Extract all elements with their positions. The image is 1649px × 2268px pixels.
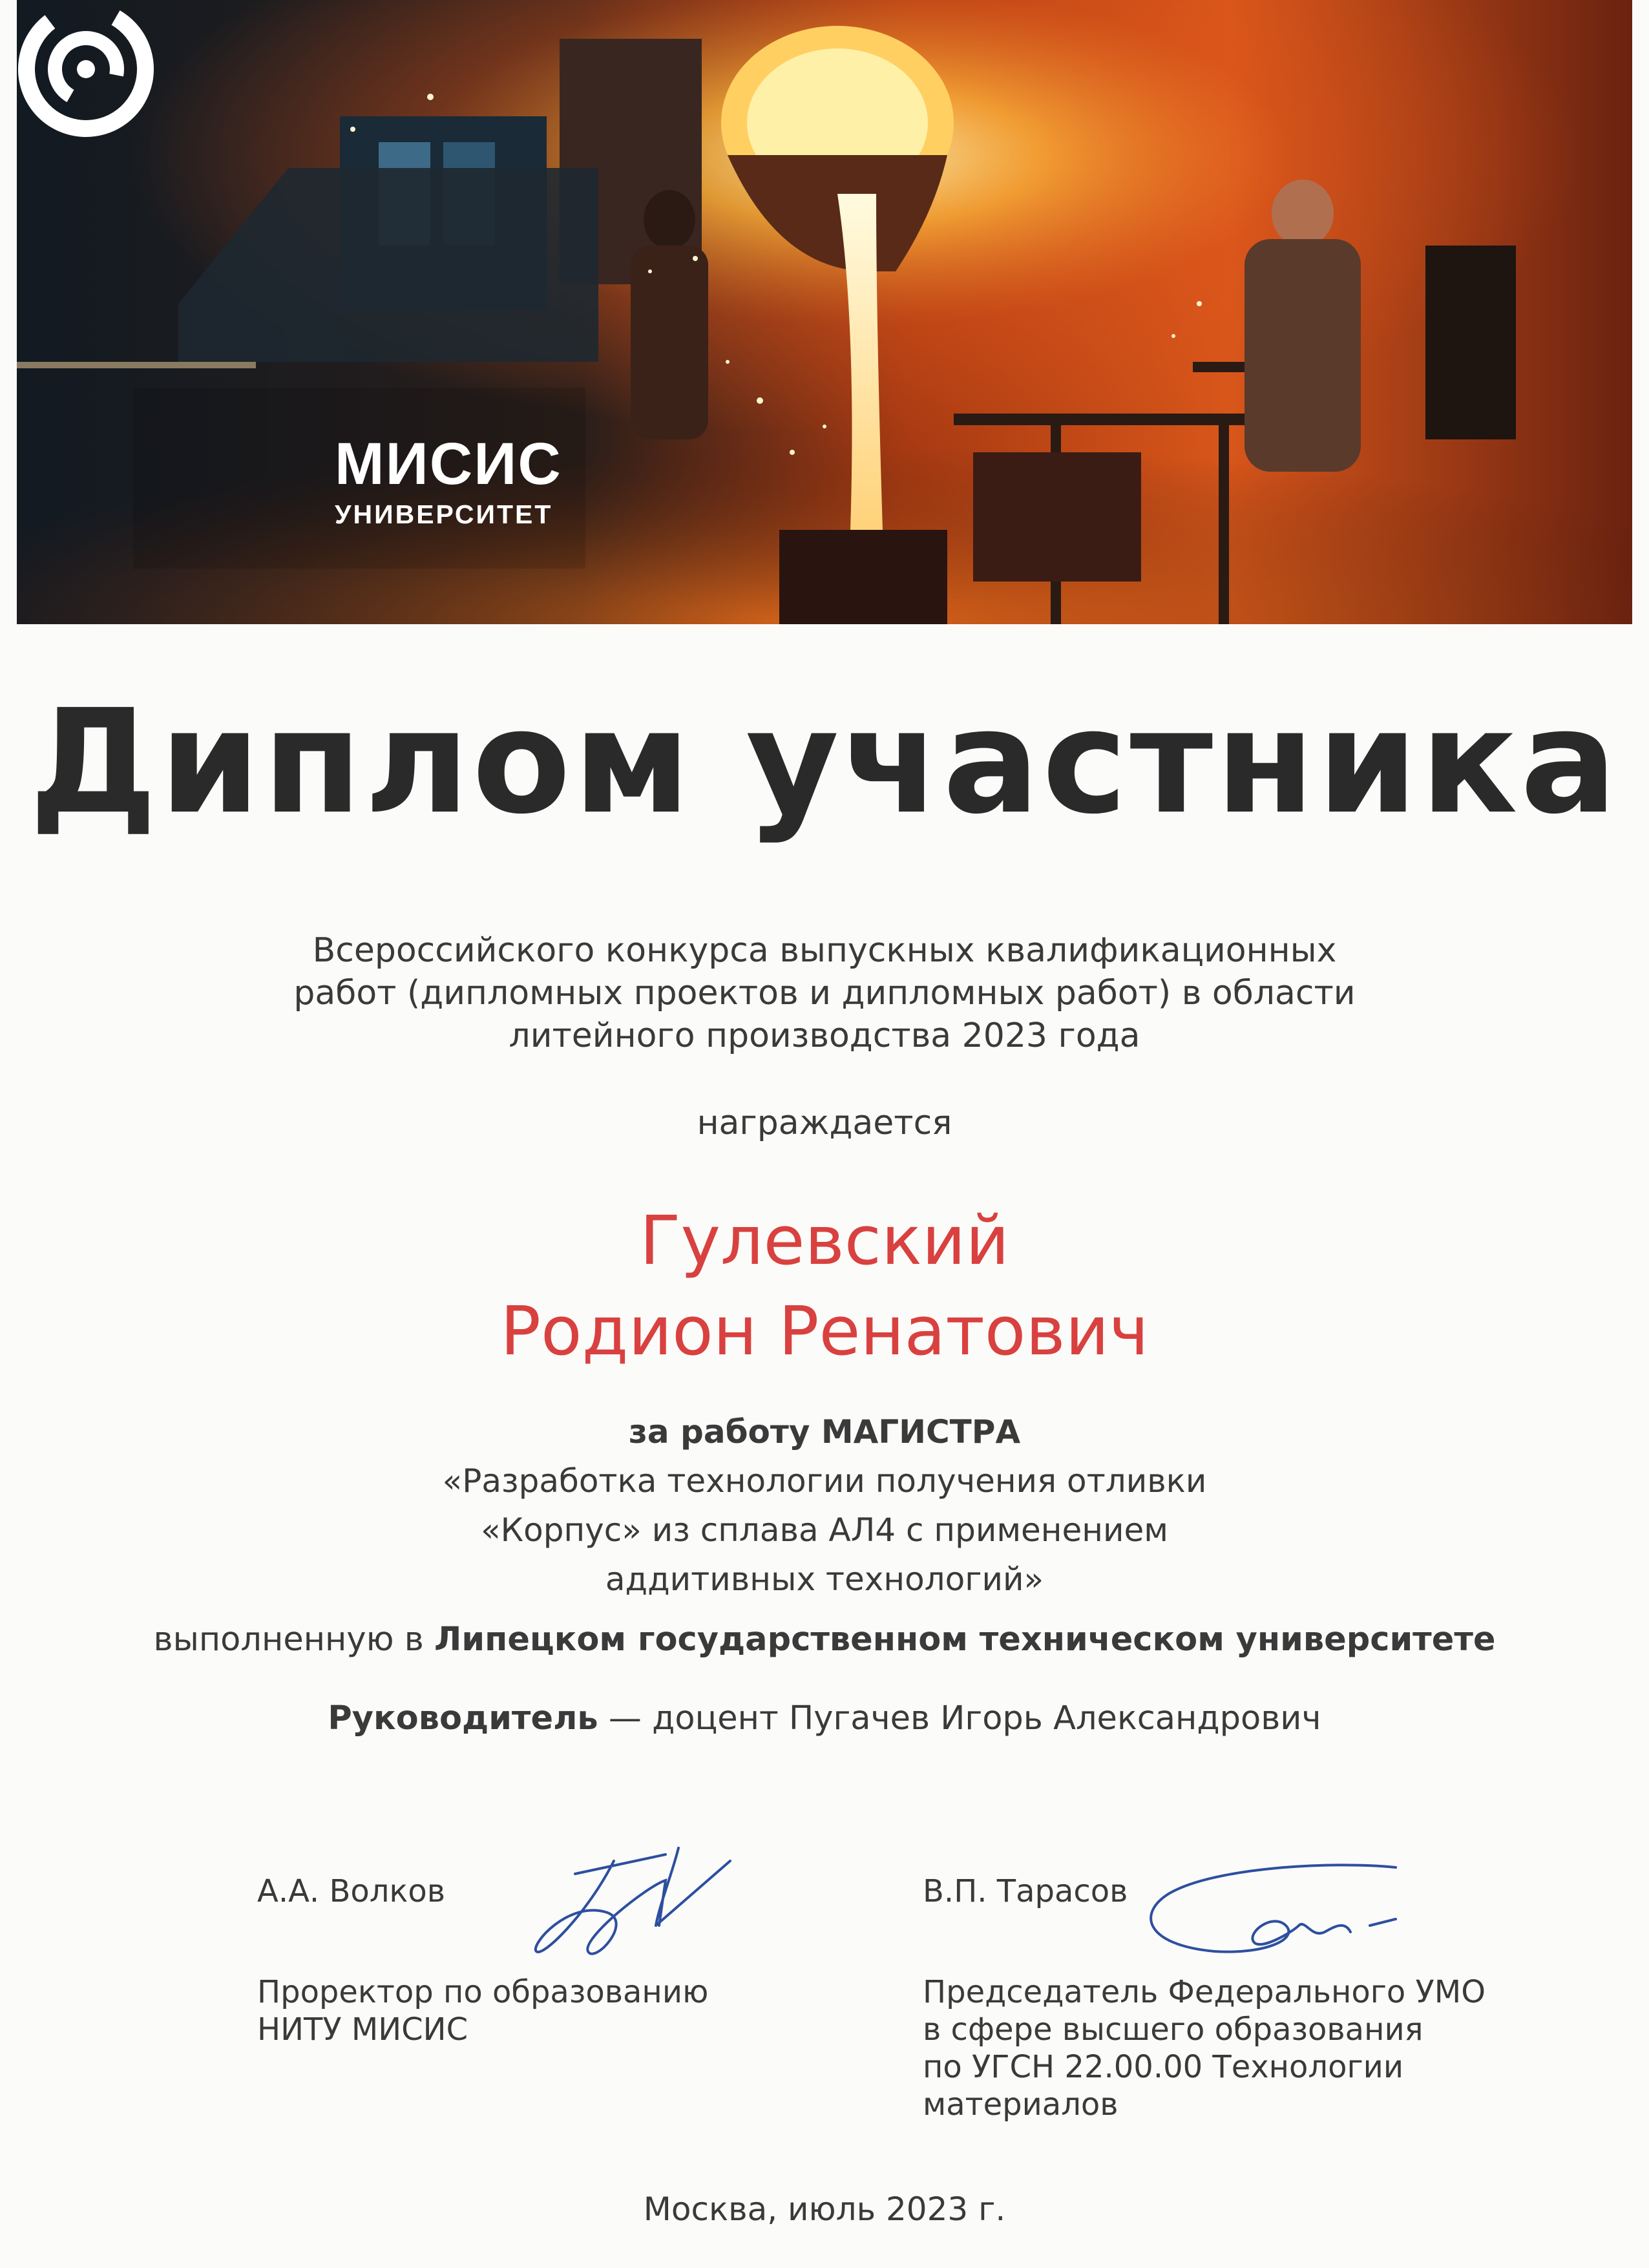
position-line: по УГСН 22.00.00 Технологии: [923, 2049, 1404, 2085]
logo-name: МИСИС: [335, 431, 562, 497]
supervisor-line: [0, 1699, 1649, 1738]
signatory-position: [923, 1973, 1601, 2123]
recipient-surname: Гулевский: [640, 1201, 1009, 1280]
supervisor-name: — доцент Пугачев Игорь Александрович: [598, 1699, 1321, 1738]
place-date: Москва, июль 2023 г.: [643, 2190, 1006, 2228]
work-title-line: «Разработка технологии получения отливки: [442, 1462, 1207, 1500]
signature-right-icon: [1137, 1854, 1434, 1971]
signatory-name: В.П. Тарасов: [923, 1873, 1128, 1909]
signatory-name: А.А. Волков: [257, 1873, 446, 1909]
contest-line: работ (дипломных проектов и дипломных работ) в области: [293, 974, 1356, 1013]
university-name: Липецком государственном техническом университете: [434, 1621, 1496, 1659]
contest-line: Всероссийского конкурса выпускных квалификационных: [312, 931, 1337, 970]
work-title-line: аддитивных технологий»: [605, 1560, 1044, 1598]
recipient-name: [0, 1195, 1649, 1376]
recipient-given-name: Родион Ренатович: [500, 1292, 1149, 1370]
header-photo: [17, 0, 1632, 624]
signatory-position: [257, 1973, 839, 2048]
signature-left-icon: [517, 1835, 750, 1977]
logo-subtitle: УНИВЕРСИТЕТ: [335, 499, 553, 529]
foundry-scene-image: [17, 0, 1632, 624]
contest-line: литейного производства 2023 года: [509, 1016, 1140, 1055]
misis-logo-icon: [17, 0, 156, 139]
supervisor-label: Руководитель: [328, 1699, 598, 1738]
position-line: Проректор по образованию: [257, 1974, 709, 2010]
work-title-line: «Корпус» из сплава АЛ4 с применением: [481, 1511, 1168, 1549]
work-description: [0, 1407, 1649, 1604]
contest-description: [0, 929, 1649, 1057]
position-line: в сфере высшего образования: [923, 2011, 1423, 2048]
position-line: материалов: [923, 2086, 1119, 2123]
diploma-title: Диплом участника: [29, 679, 1620, 846]
work-kind: за работу МАГИСТРА: [628, 1413, 1021, 1451]
logo-wordmark: [335, 431, 562, 530]
position-line: Председатель Федерального УМО: [923, 1974, 1486, 2010]
university-line: [0, 1621, 1649, 1659]
university-prefix: выполненную в: [153, 1621, 434, 1659]
awarded-label: награждается: [697, 1104, 952, 1142]
position-line: НИТУ МИСИС: [257, 2011, 468, 2048]
